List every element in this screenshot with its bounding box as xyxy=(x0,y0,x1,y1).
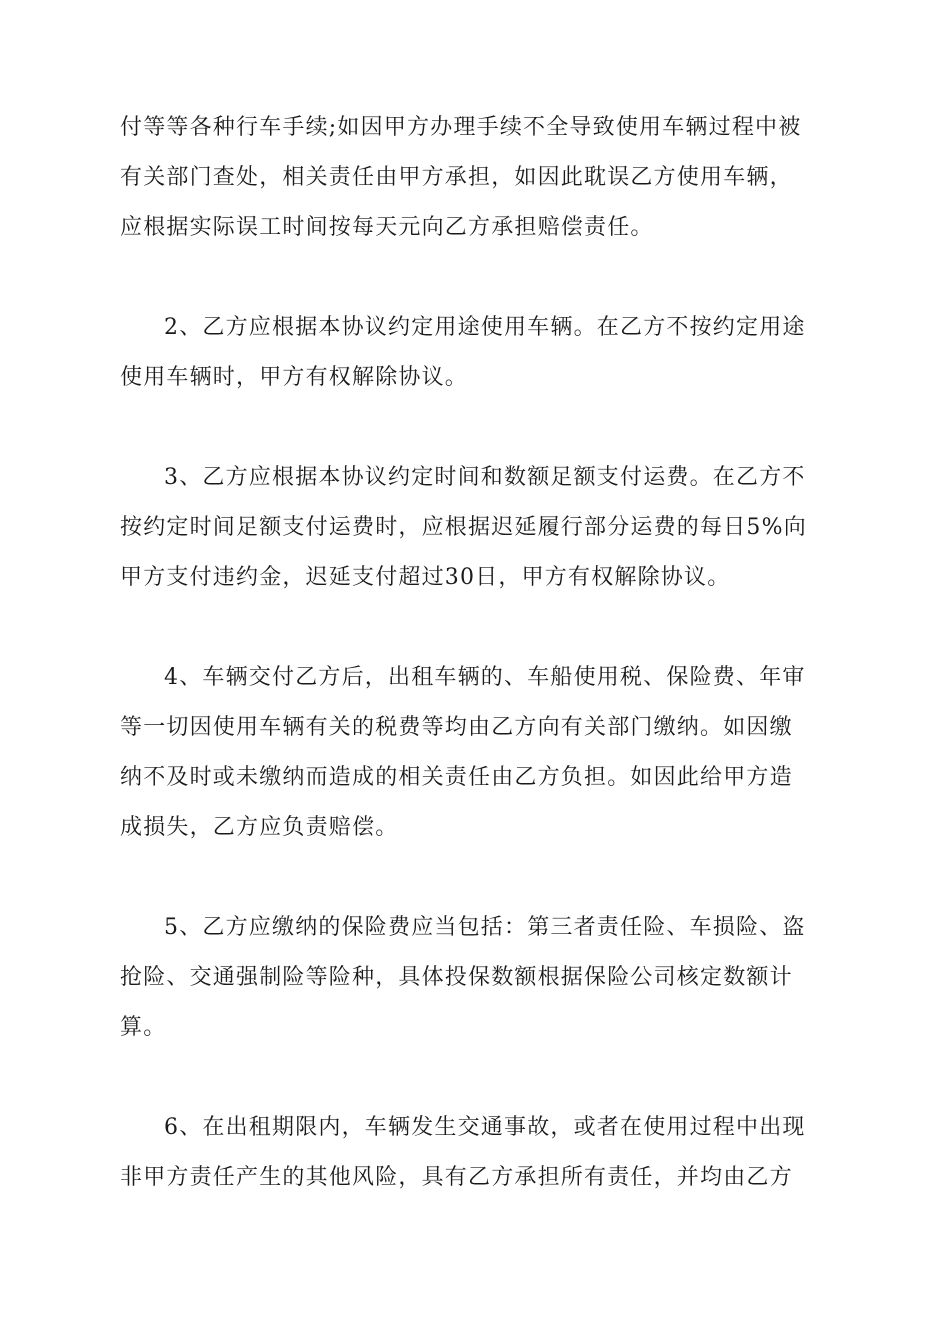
paragraph-5-line-3: 算。 xyxy=(120,1015,167,1040)
paragraph-2-line-1: 2、乙方应根据本协议约定用途使用车辆。在乙方不按约定用途 xyxy=(164,315,806,340)
paragraph-4-line-2: 等一切因使用车辆有关的税费等均由乙方向有关部门缴纳。如因缴 xyxy=(120,715,793,740)
paragraph-1-line-2: 有关部门查处，相关责任由甲方承担，如因此耽误乙方使用车辆， xyxy=(120,165,793,190)
paragraph-4-line-3: 纳不及时或未缴纳而造成的相关责任由乙方负担。如因此给甲方造 xyxy=(120,765,793,790)
paragraph-4-line-1: 4、车辆交付乙方后，出租车辆的、车船使用税、保险费、年审 xyxy=(164,665,806,690)
paragraph-3-line-1: 3、乙方应根据本协议约定时间和数额足额支付运费。在乙方不 xyxy=(164,465,806,490)
paragraph-5-line-2: 抢险、交通强制险等险种，具体投保数额根据保险公司核定数额计 xyxy=(120,965,793,990)
paragraph-2-line-2: 使用车辆时，甲方有权解除协议。 xyxy=(120,365,469,390)
paragraph-6-line-1: 6、在出租期限内，车辆发生交通事故，或者在使用过程中出现 xyxy=(164,1115,806,1140)
paragraph-1-line-3: 应根据实际误工时间按每天元向乙方承担赔偿责任。 xyxy=(120,215,654,240)
paragraph-3-line-3: 甲方支付违约金，迟延支付超过30日，甲方有权解除协议。 xyxy=(120,565,731,590)
paragraph-4-line-4: 成损失，乙方应负责赔偿。 xyxy=(120,815,399,840)
paragraph-1-line-1: 付等等各种行车手续;如因甲方办理手续不全导致使用车辆过程中被 xyxy=(120,115,802,140)
paragraph-6-line-2: 非甲方责任产生的其他风险，具有乙方承担所有责任，并均由乙方 xyxy=(120,1165,793,1190)
paragraph-3-line-2: 按约定时间足额支付运费时，应根据迟延履行部分运费的每日5%向 xyxy=(120,515,807,540)
paragraph-5-line-1: 5、乙方应缴纳的保险费应当包括：第三者责任险、车损险、盗 xyxy=(164,915,806,940)
